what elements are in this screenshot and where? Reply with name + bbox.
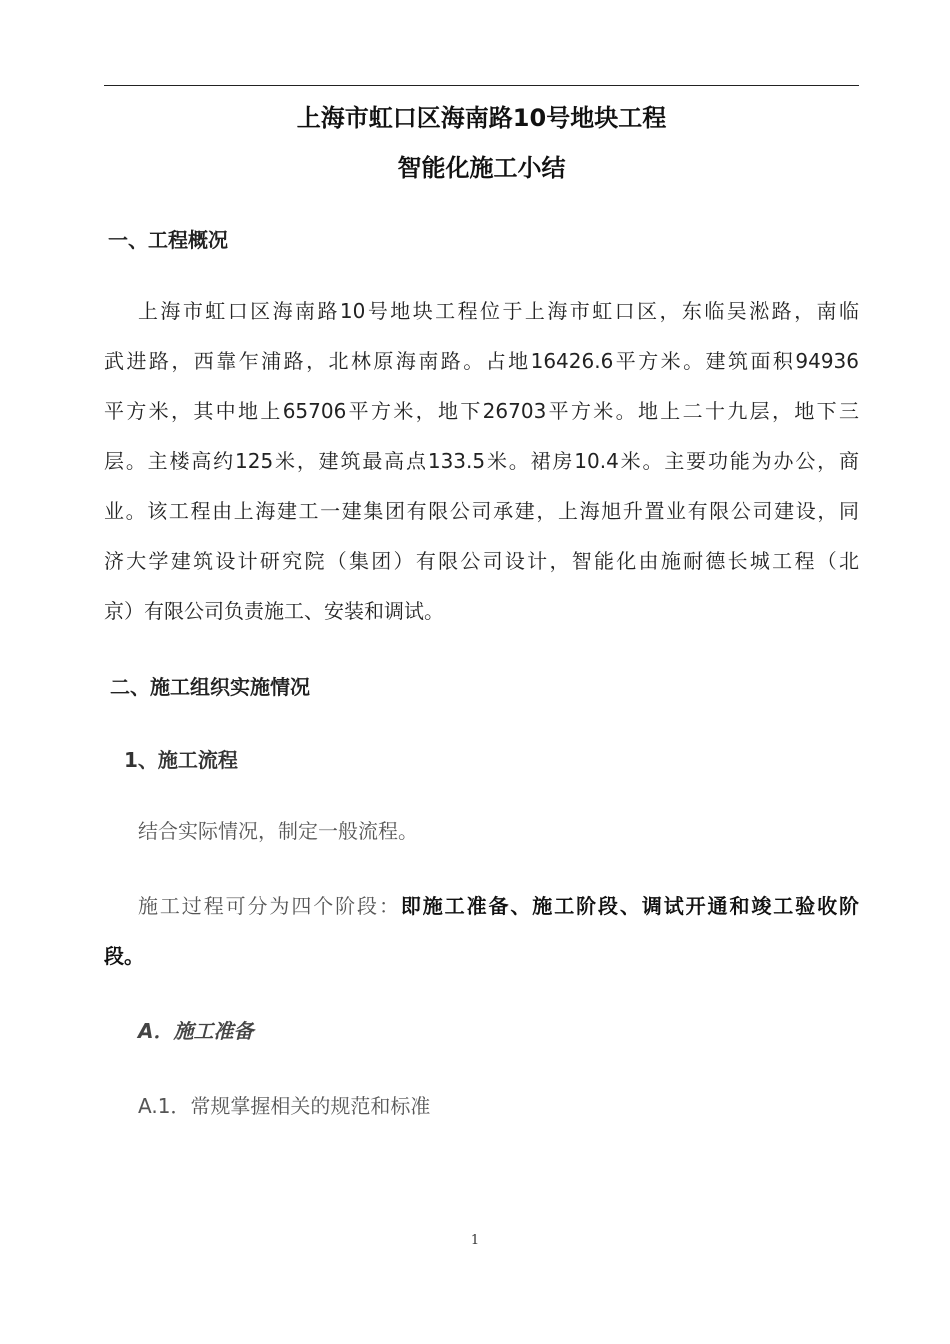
- paragraph-line: [104, 881, 859, 931]
- section-heading-organization: 二、施工组织实施情况: [110, 675, 310, 699]
- overview-paragraph: [104, 286, 859, 636]
- stages-lead-text: 施工过程可分为四个阶段：: [138, 894, 401, 918]
- paragraph-line: 层。主楼高约125米，建筑最高点133.5米。裙房10.4米。主要功能为办公，商: [104, 449, 859, 473]
- paragraph-line: 武进路，西靠乍浦路，北林原海南路。占地16426.6平方米。建筑面积94936: [104, 349, 859, 373]
- document-subtitle: 智能化施工小结: [397, 154, 566, 182]
- document-title: 上海市虹口区海南路10号地块工程: [296, 104, 667, 132]
- paragraph-line: 上海市虹口区海南路10号地块工程位于上海市虹口区，东临吴淞路，南临: [138, 299, 859, 323]
- item-a1: A.1．常规掌握相关的规范和标准: [138, 1094, 431, 1118]
- process-paragraph: [104, 806, 859, 856]
- subsection-heading-process: 1、施工流程: [124, 748, 238, 772]
- section-heading-overview: 一、工程概况: [108, 228, 228, 252]
- paragraph-line: 济大学建筑设计研究院（集团）有限公司设计，智能化由施耐德长城工程（北: [104, 549, 859, 573]
- subsection-a-heading: A．施工准备: [138, 1019, 254, 1043]
- paragraph-line: 京）有限公司负责施工、安装和调试。: [104, 599, 444, 623]
- paragraph-line: 业。该工程由上海建工一建集团有限公司承建，上海旭升置业有限公司建设，同: [104, 499, 859, 523]
- paragraph-line: 结合实际情况，制定一般流程。: [138, 819, 418, 843]
- header-rule: [104, 85, 859, 86]
- stages-paragraph: [104, 881, 859, 981]
- page-number: 1: [470, 1233, 480, 1248]
- stages-bold-text-end: 段。: [104, 944, 144, 968]
- stages-bold-text: 即施工准备、施工阶段、调试开通和竣工验收阶: [400, 894, 859, 918]
- paragraph-line: 平方米，其中地上65706平方米，地下26703平方米。地上二十九层，地下三: [104, 399, 859, 423]
- paragraph-line: [104, 931, 859, 981]
